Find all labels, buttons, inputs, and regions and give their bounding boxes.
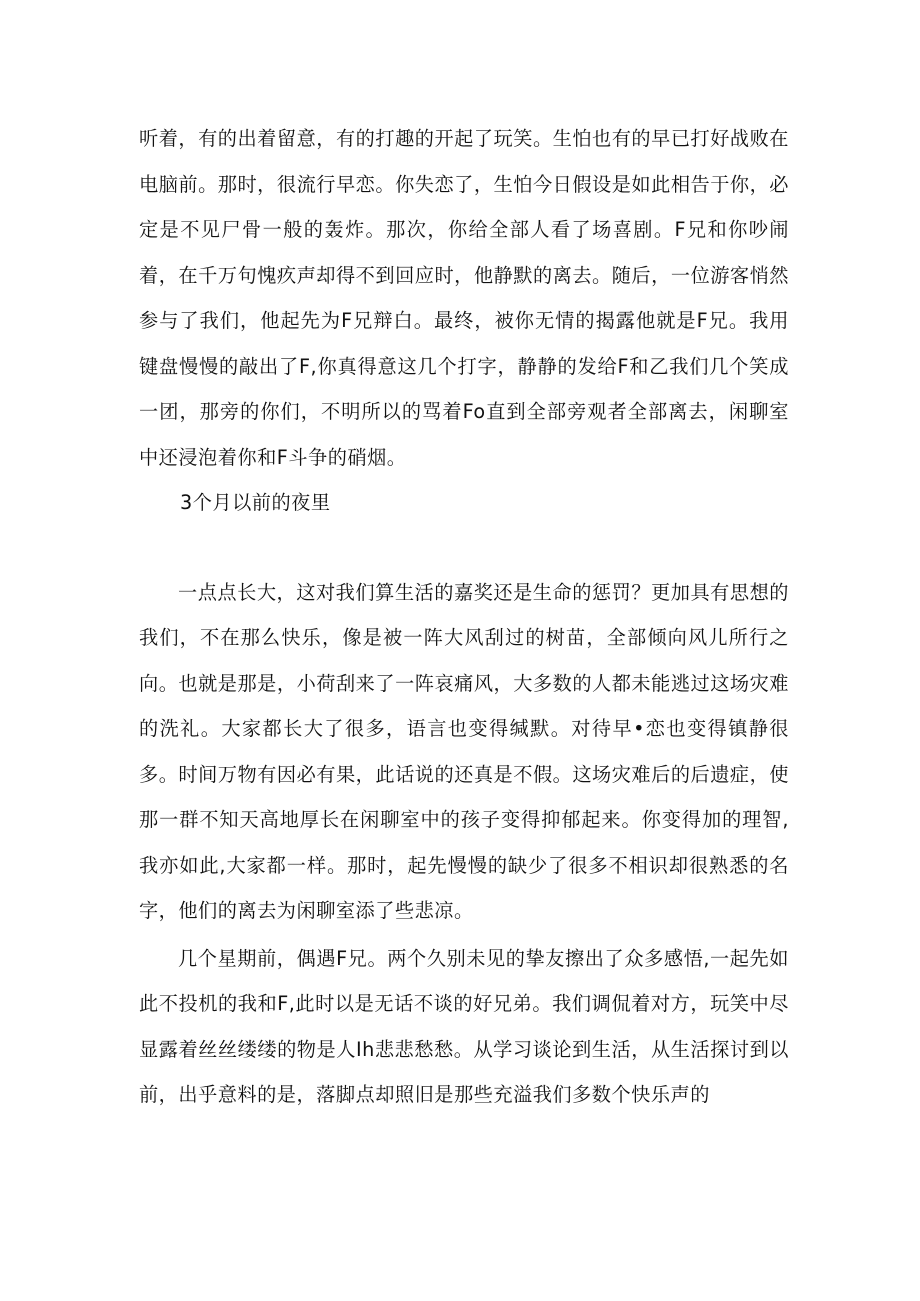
document-body [139, 116, 789, 1118]
paragraph-growing-up: 一点点长大，这对我们算生活的嘉奖还是生命的惩罚？更加具有思想的我们，不在那么快乐，像是被一阵大风刮过的树苗，全部倾向风儿所行之向。也就是那是，小荷刮来了一阵哀痛风，大多数的人都未能逃过这场灾难的洗礼。大家都长大了很多，语言也变得缄默。对待早•恋也变得镇静很多。时间万物有因必有果，此话说的还真是不假。这场灾难后的后遗症，使那一群不知天高地厚长在闲聊室中的孩子变得抑郁起来。你变得加的理智,我亦如此,大家都一样。那时，起先慢慢的缺少了很多不相识却很熟悉的名字，他们的离去为闲聊室添了些悲凉。 [139, 580, 789, 922]
section-heading: 3个月以前的夜里 [180, 491, 331, 514]
paragraph-reunion: 几个星期前，偶遇F兄。两个久别未见的挚友擦出了众多感悟,一起先如此不投机的我和F,此时以是无话不谈的好兄弟。我们调侃着对方，玩笑中尽显露着丝丝缕缕的物是人Ih悲悲愁愁。从学习谈论到生活，从生活探讨到以前，出乎意料的是，落脚点却照旧是那些充溢我们多数个快乐声的 [139, 946, 789, 1106]
paragraph-chat-room-memory: 听着，有的出着留意，有的打趣的开起了玩笑。生怕也有的早已打好战败在电脑前。那时，很流行早恋。你失恋了，生怕今日假设是如此相告于你，必定是不见尸骨一般的轰炸。那次，你给全部人看了场喜剧。F兄和你吵闹着，在千万句愧疚声却得不到回应时，他静默的离去。随后，一位游客悄然参与了我们，他起先为F兄辩白。最终，被你无情的揭露他就是F兄。我用键盘慢慢的敲出了F,你真得意这几个打字，静静的发给F和乙我们几个笑成一团，那旁的你们，不明所以的骂着Fo直到全部旁观者全部离去，闲聊室中还浸泡着你和F斗争的硝烟。 [139, 127, 789, 469]
